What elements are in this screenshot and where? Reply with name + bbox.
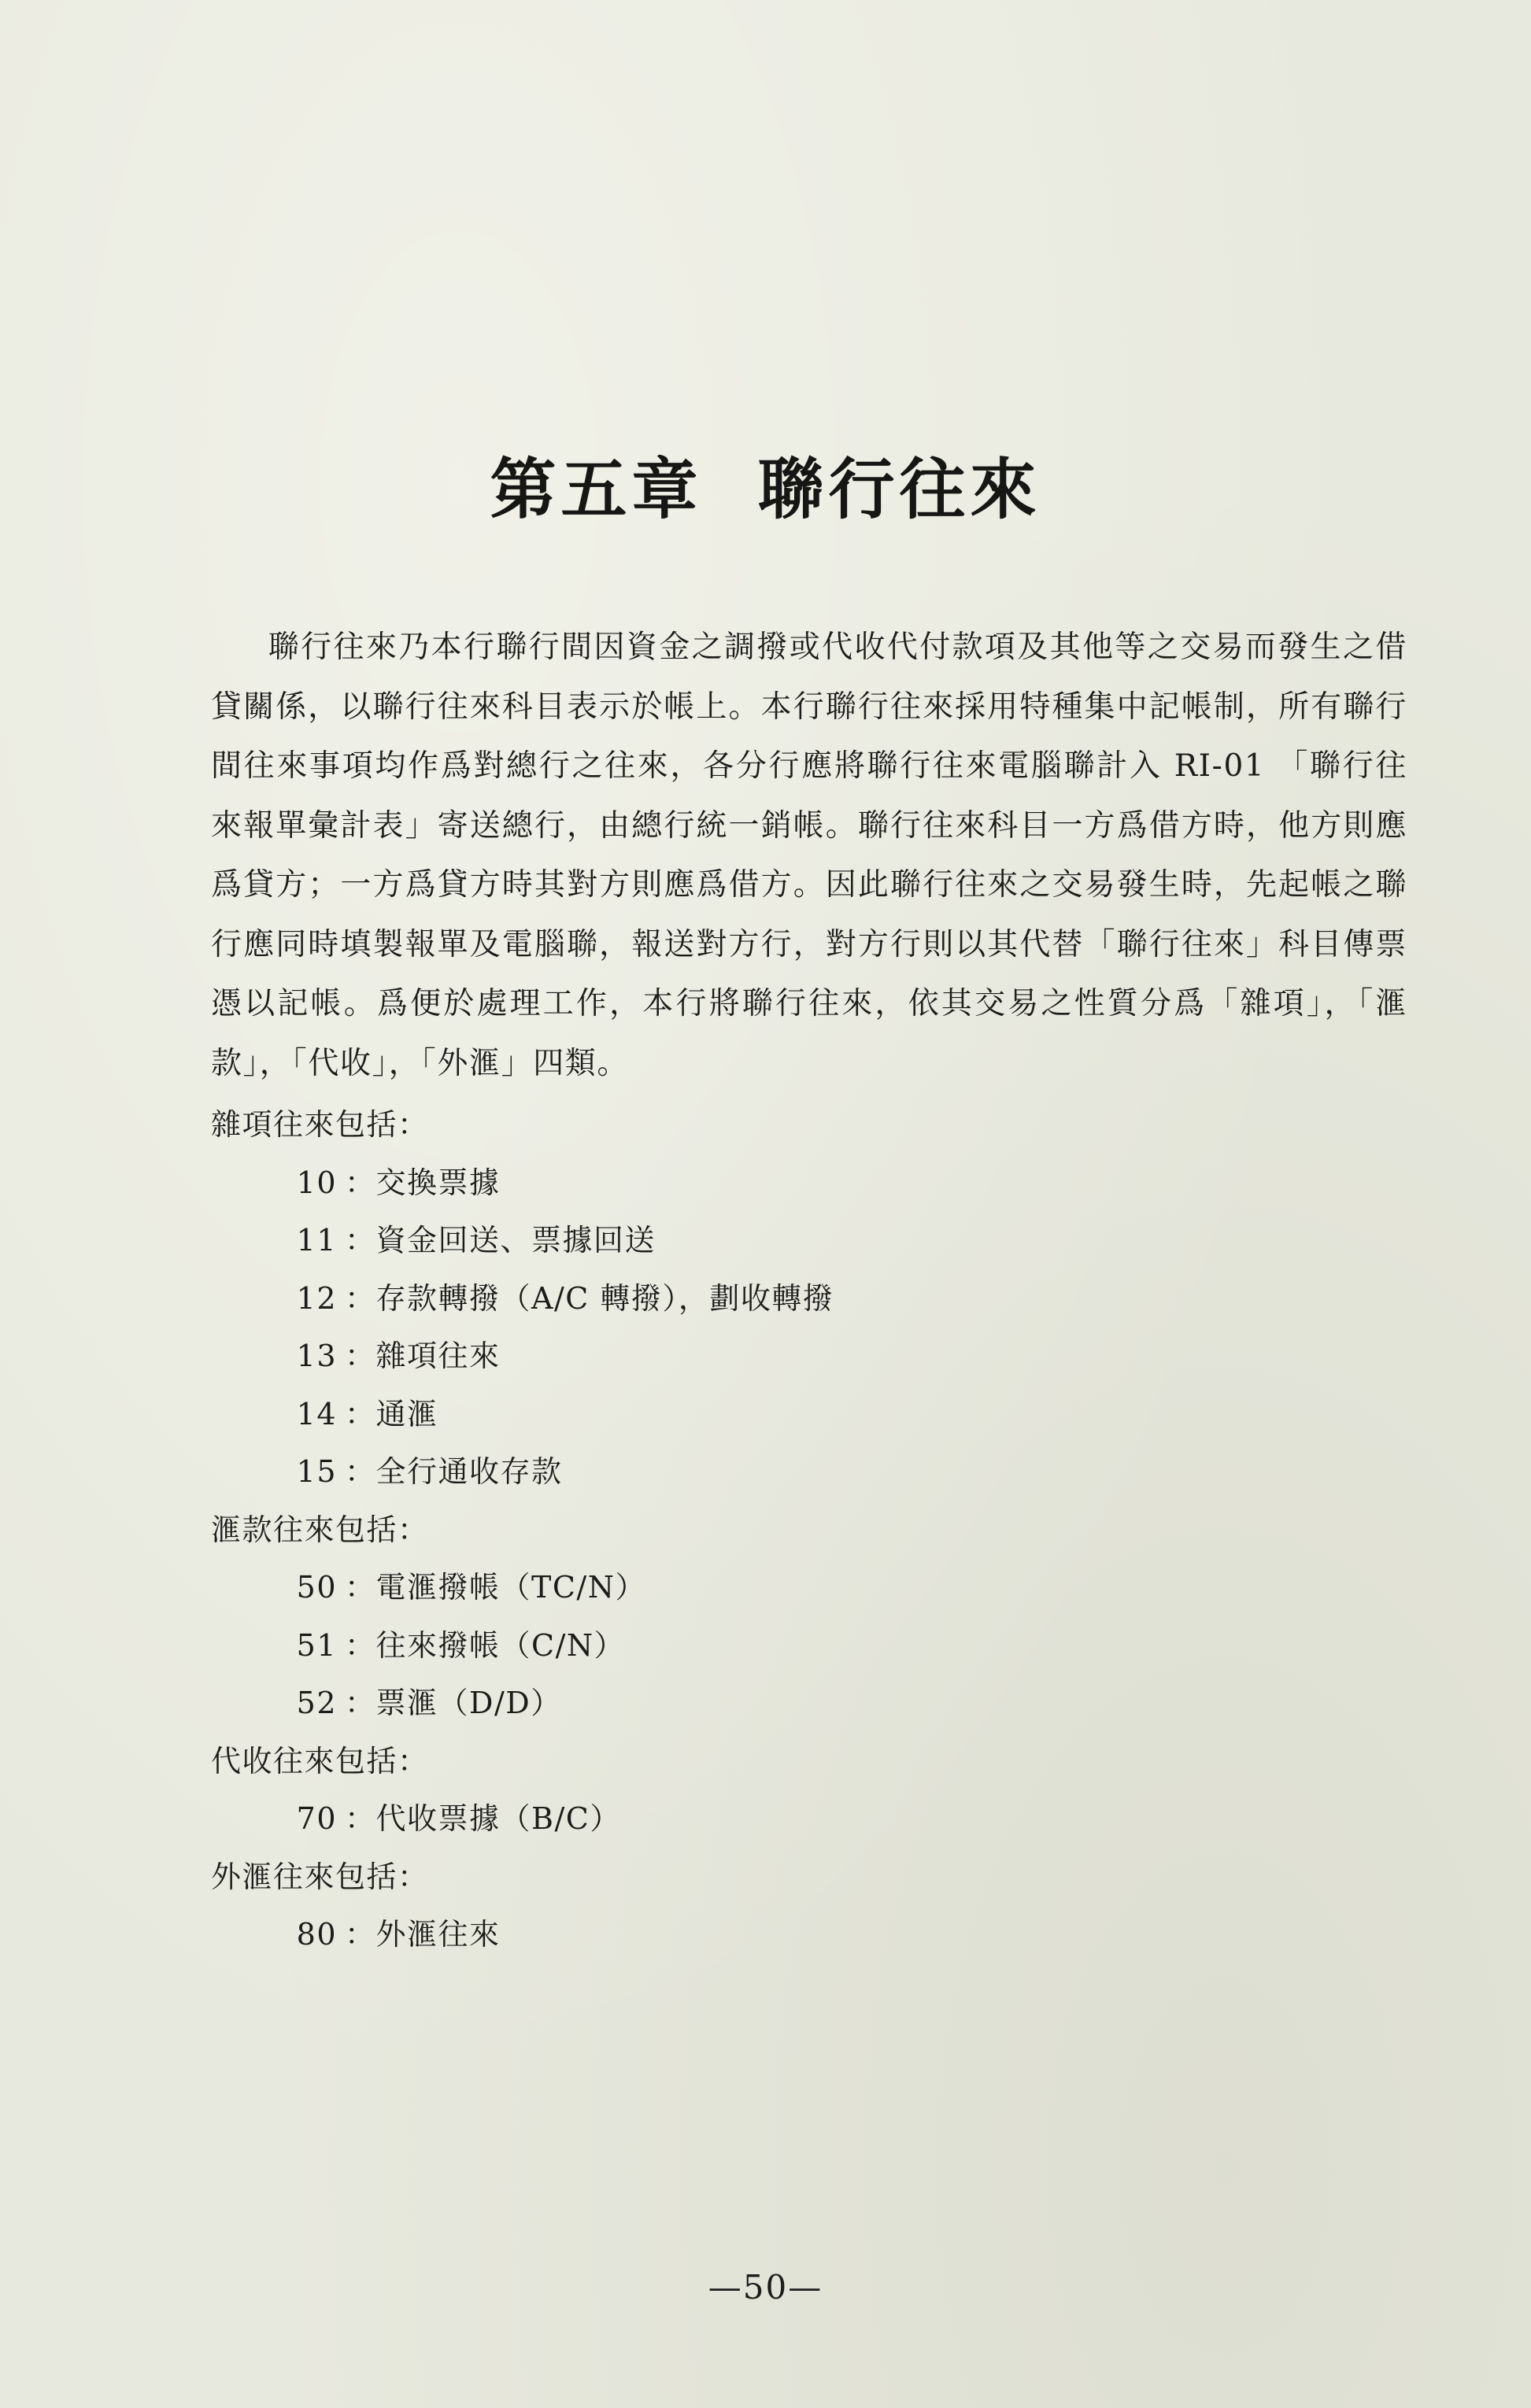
item-text: 外滙往來 bbox=[375, 1917, 501, 1952]
item-text: 往來撥帳（C/N） bbox=[375, 1627, 626, 1663]
chapter-title bbox=[0, 437, 1531, 532]
item-text: 通滙 bbox=[375, 1396, 438, 1431]
item-text: 雜項往來 bbox=[375, 1339, 501, 1373]
category-list bbox=[211, 1096, 1407, 1964]
list-item: 13 ：雜項往來 bbox=[283, 1328, 1407, 1386]
item-code: 70 bbox=[296, 1801, 337, 1836]
item-text: 全行通收存款 bbox=[375, 1454, 563, 1489]
list-item: 15 ：全行通收存款 bbox=[283, 1443, 1407, 1501]
item-text: 資金回送、票據回送 bbox=[375, 1223, 656, 1258]
list-item: 80 ：外滙往來 bbox=[283, 1906, 1407, 1964]
item-text: 交換票據 bbox=[375, 1165, 501, 1200]
page-number: —50— bbox=[708, 2268, 823, 2306]
list-item: 70 ：代收票據（B/C） bbox=[283, 1790, 1407, 1848]
list-item: 11 ：資金回送、票據回送 bbox=[283, 1212, 1407, 1270]
item-text: 代收票據（B/C） bbox=[375, 1801, 621, 1836]
item-code: 51 bbox=[296, 1627, 337, 1663]
chapter-body bbox=[211, 618, 1407, 1964]
item-text: 電滙撥帳（TC/N） bbox=[375, 1570, 646, 1605]
item-code: 11 bbox=[296, 1223, 337, 1258]
item-code: 15 bbox=[296, 1454, 337, 1489]
item-code: 50 bbox=[296, 1570, 337, 1605]
intro-paragraph bbox=[211, 618, 1407, 1093]
section-heading-collection: 代收往來包括： bbox=[211, 1743, 429, 1778]
item-code: 80 bbox=[296, 1917, 337, 1952]
list-item: 52 ：票滙（D/D） bbox=[283, 1675, 1407, 1733]
intro-paragraph-text: 聯行往來乃本行聯行間因資金之調撥或代收代付款項及其他等之交易而發生之借貸關係，以聯行往來科目表示於帳上。本行聯行往來採用特種集中記帳制，所有聯行間往來事項均作爲對總行之往來，各分行應將聯行往來電腦聯計入 RI-01 「聯行往來報單彙計表」寄送總行，由總行統一銷帳。聯行往來科目一方爲借方時，他方則應爲貸方；一方爲貸方時其對方則應爲借方。因此聯行往來之交易發生時，先起帳之聯行應同時填製報單及電腦聯，報送對方行，對方行則以其代替「聯行往來」科目傳票憑以記帳。爲便於處理工作，本行將聯行往來，依其交易之性質分爲「雜項」，「滙款」，「代收」，「外滙」四類。 bbox=[211, 630, 1407, 1081]
item-code: 10 bbox=[296, 1165, 337, 1200]
item-text: 存款轉撥（A/C 轉撥），劃收轉撥 bbox=[375, 1280, 834, 1316]
item-text: 票滙（D/D） bbox=[375, 1686, 562, 1720]
list-item: 12 ：存款轉撥（A/C 轉撥），劃收轉撥 bbox=[283, 1270, 1407, 1328]
section-heading-misc: 雜項往來包括： bbox=[211, 1107, 429, 1142]
section-heading-foreign-exchange: 外滙往來包括： bbox=[211, 1859, 429, 1894]
item-code: 14 bbox=[296, 1396, 337, 1431]
item-code: 52 bbox=[296, 1686, 337, 1720]
section-heading-remittance: 滙款往來包括： bbox=[211, 1512, 429, 1547]
list-item: 10 ：交換票據 bbox=[283, 1154, 1407, 1213]
chapter-number: 第五章 bbox=[490, 450, 703, 528]
item-code: 13 bbox=[296, 1339, 337, 1373]
item-code: 12 bbox=[296, 1280, 337, 1316]
list-item: 50 ：電滙撥帳（TC/N） bbox=[283, 1559, 1407, 1617]
chapter-name: 聯行往來 bbox=[757, 450, 1041, 528]
list-item: 14 ：通滙 bbox=[283, 1386, 1407, 1444]
list-item: 51 ：往來撥帳（C/N） bbox=[283, 1617, 1407, 1675]
